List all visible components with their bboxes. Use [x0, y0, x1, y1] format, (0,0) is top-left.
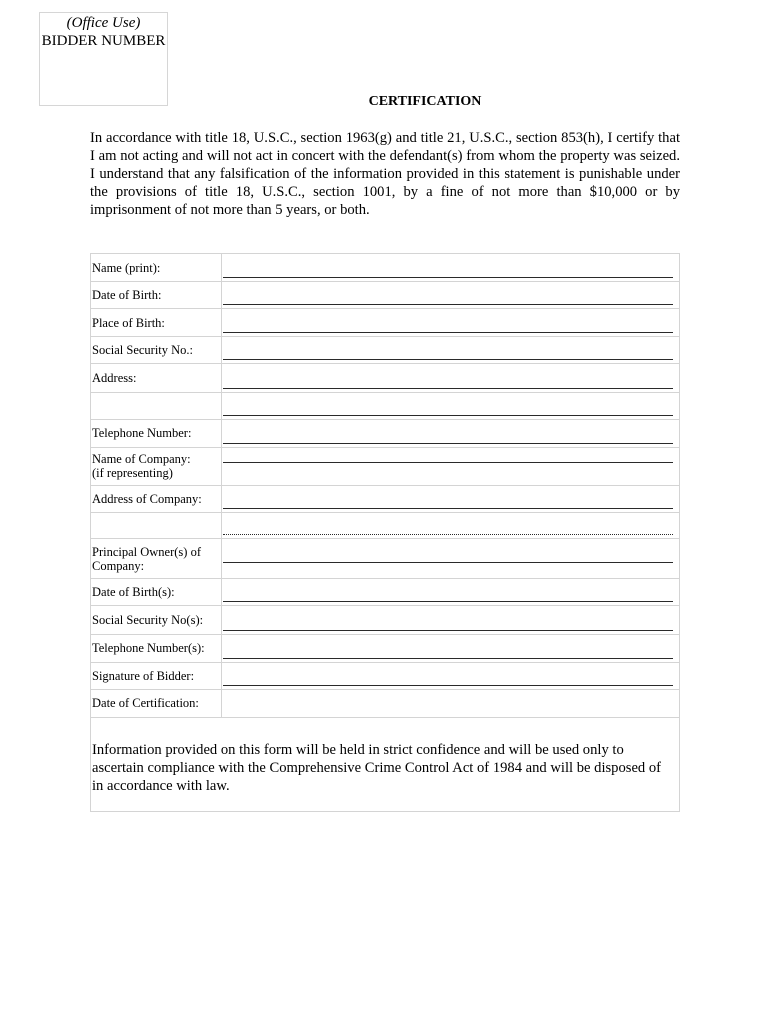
form-row-ssn [91, 337, 680, 364]
certification-date-field[interactable] [222, 689, 680, 717]
address-2-field[interactable] [222, 392, 680, 419]
company-address-label: Address of Company: [92, 491, 202, 506]
form-row-company-address [91, 485, 680, 512]
dates-of-birth-line [223, 601, 673, 602]
signature-field[interactable] [222, 662, 680, 689]
address-line [223, 388, 673, 389]
ssns-line [223, 630, 673, 631]
ssns-field[interactable] [222, 606, 680, 634]
form-row-principal-owners [91, 539, 680, 579]
date-of-birth-field[interactable] [222, 282, 680, 309]
form-row-signature [91, 662, 680, 689]
company-address-line [223, 508, 673, 509]
signature-label: Signature of Bidder: [92, 668, 195, 683]
name-label: Name (print): [92, 260, 161, 275]
confidentiality-notice: Information provided on this form will be held in strict confidence and will be used only to ascertain compliance with the Comprehensive Crime Control Act of 1984 and will be disposed of in accordance with law. [92, 742, 662, 794]
document-title: CERTIFICATION [368, 94, 482, 109]
office-use-box [39, 12, 168, 106]
form-row-date-of-birth [91, 282, 680, 309]
date-of-birth-label: Date of Birth: [92, 288, 162, 303]
form-row-name [91, 254, 680, 282]
name-field[interactable] [222, 254, 680, 282]
form-row-company-name [91, 447, 680, 485]
ssn-line [223, 359, 673, 360]
signature-line [223, 685, 673, 686]
form-row-telephone [91, 419, 680, 447]
certification-statement: In accordance with title 18, U.S.C., section 1963(g) and title 21, U.S.C., section 853(h), I certify that I am not acting and will not act in concert with the defendant(s) from whom the property was seized. I understand that any falsification of the information provided in this statement is punishable under the provisions of title 18, U.S.C., section 1001, by a fine of not more than $10,000 or by imprisonment of not more than 5 years, or both. [90, 130, 680, 218]
company-address-field[interactable] [222, 485, 680, 512]
telephone-field[interactable] [222, 419, 680, 447]
place-of-birth-field[interactable] [222, 309, 680, 337]
place-of-birth-line [223, 332, 673, 333]
form-row-address-2 [91, 392, 680, 419]
telephones-line [223, 658, 673, 659]
principal-owners-field[interactable] [222, 539, 680, 579]
company-name-line [223, 462, 673, 463]
address-label: Address: [92, 370, 137, 385]
bidder-info-form [90, 253, 680, 718]
telephone-label: Telephone Number: [92, 426, 192, 441]
form-row-company-address-2 [91, 513, 680, 539]
place-of-birth-label: Place of Birth: [92, 315, 165, 330]
office-use-label: (Office Use) [66, 15, 141, 31]
form-row-address [91, 364, 680, 392]
telephones-label: Telephone Number(s): [92, 641, 205, 656]
certification-date-label: Date of Certification: [92, 696, 199, 711]
address-field[interactable] [222, 364, 680, 392]
ssn-label: Social Security No.: [92, 343, 194, 358]
principal-owners-line [223, 562, 673, 563]
company-name-field[interactable] [222, 447, 680, 485]
company-name-label: Name of Company: (if representing) [92, 452, 191, 481]
principal-owners-label: Principal Owner(s) of Company: [92, 544, 201, 573]
ssn-field[interactable] [222, 337, 680, 364]
company-address-2-field[interactable] [222, 513, 680, 539]
bidder-number-label: BIDDER NUMBER [41, 33, 166, 49]
form-row-place-of-birth [91, 309, 680, 337]
company-address-2-line [223, 534, 673, 535]
form-row-certification-date [91, 689, 680, 717]
form-row-telephones [91, 634, 680, 662]
address-2-line [223, 415, 673, 416]
name-line [223, 277, 673, 278]
form-row-ssns [91, 606, 680, 634]
dates-of-birth-label: Date of Birth(s): [92, 585, 175, 600]
ssns-label: Social Security No(s): [92, 612, 204, 627]
telephones-field[interactable] [222, 634, 680, 662]
form-row-dates-of-birth [91, 579, 680, 606]
date-of-birth-line [223, 304, 673, 305]
telephone-line [223, 443, 673, 444]
dates-of-birth-field[interactable] [222, 579, 680, 606]
confidentiality-notice-box [90, 717, 680, 812]
